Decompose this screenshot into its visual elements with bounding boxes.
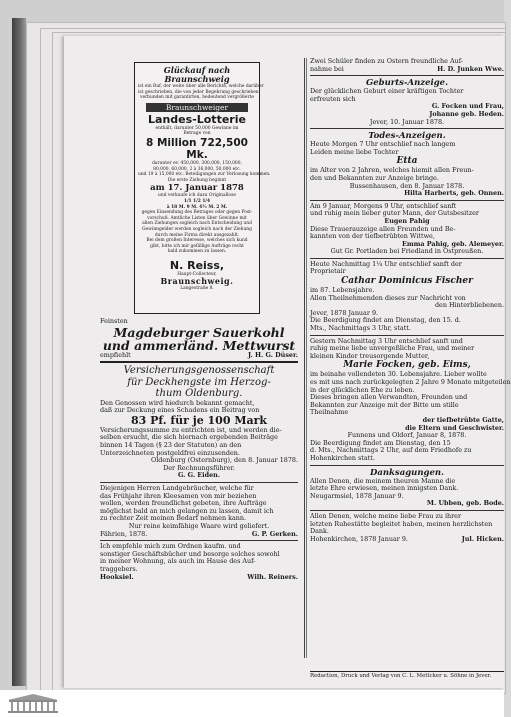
bookkeeping-signature-row: [100, 574, 298, 582]
ad-signature-row: [100, 352, 298, 360]
divider: [310, 465, 504, 466]
thanks-date: Hohenkirchen, 1878 Januar 9.: [310, 534, 408, 543]
lottery-text: gegen Einsendung des Betrages oder gegen Post-: [141, 210, 253, 216]
archive-strip: [0, 690, 504, 717]
left-column: [100, 318, 298, 581]
divider: [310, 128, 504, 129]
lottery-title: Landes-Lotterie: [148, 112, 246, 126]
funeral-text: Die Beerdigung findet am Dienstag, den 15. d.: [310, 316, 461, 325]
divider: [310, 258, 504, 259]
death-text: und ruhig mein lieber guter Mann, der Gutsbesitzer: [310, 209, 479, 218]
thanks-signature: Jul. Hicken.: [461, 534, 504, 543]
ad-heading-sauerkohl: Magdeburger Sauerkohl: [113, 324, 285, 340]
notice-text: Zwei Schüler finden zu Ostern freundliche Auf-: [310, 57, 464, 65]
ad-signature: J. H. G. Düser.: [248, 350, 298, 359]
divider: [100, 361, 298, 363]
thanks-signature: M. Ubben, geb. Bode.: [426, 499, 504, 508]
death-text: Heute Morgen 7 Uhr entschlief nach langem: [310, 140, 456, 149]
notice-signature: H. D. Junken Wwe.: [437, 64, 504, 73]
funeral-text: Hohenkirchen statt.: [310, 453, 375, 462]
lottery-text: durch meine Firma direkt ausgezahlt.: [154, 232, 240, 238]
death-text: Heute Nachmittag 1¼ Uhr entschlief sanft der: [310, 259, 462, 268]
lottery-seller-title: Haupt-Collecteur,: [177, 271, 217, 277]
book-spine: [12, 18, 26, 686]
lottery-text: und verkaufe ich dazu Originallose: [158, 193, 236, 199]
lottery-text: gibt, bitte ich mir gefällige Aufträge recht: [150, 243, 244, 249]
death-signature: die Eltern und Geschwister.: [405, 423, 504, 432]
section-heading-thanks: Danksagungen.: [369, 467, 445, 478]
ad-text: empfiehlt: [100, 350, 131, 359]
insurance-heading: Versicherungsgenossenschaft: [123, 365, 275, 377]
death-text: den Hinterbliebenen.: [434, 301, 504, 310]
death-date: Bussenhausen, den 8. Januar 1878.: [349, 181, 465, 190]
death-text: Dieses bringen allen Verwandten, Freunden und: [310, 393, 468, 402]
funeral-text: Die Beerdigung findet am Dienstag, den 15: [310, 438, 451, 447]
birth-date: Jever, 10. Januar 1878.: [369, 117, 445, 126]
seed-ad-text: möglichst bald an mich gelangen zu lassen, damit ich: [100, 506, 274, 515]
column-rule: [304, 58, 305, 658]
lottery-badge: Braunschweiger: [146, 103, 248, 112]
lottery-prices: à 18 M. 9 M. 4½ M. 2 M.: [166, 204, 228, 210]
insurance-text: daß zur Deckung eines Schadens ein Beitrag von: [100, 406, 260, 415]
bookkeeping-ad-text: in meiner Wohnung, als auch im Hause des Auf-: [100, 557, 256, 566]
notice-signature-row: [310, 66, 504, 74]
lottery-text: ist geschrieben, die von jeder Begehrung geschrieben: [138, 89, 259, 95]
lottery-text: Betrage von: [183, 131, 211, 137]
lottery-text: Gewinngelder werden sogleich nach der Ziehung: [142, 226, 252, 232]
thanks-text: letzten Ruhestätte begleitet haben, meinen herzlichsten: [310, 519, 493, 528]
deceased-name: Eugen Pahig: [384, 216, 430, 225]
insurance-price: 83 Pf. für je 100 Mark: [130, 413, 268, 427]
insurance-text: Den Genossen wird hiedurch bekannt gemacht,: [100, 398, 255, 407]
section-heading-birth: Geburts-Anzeige.: [365, 78, 449, 89]
lottery-seller: N. Reiss,: [169, 258, 225, 272]
death-text: im 87. Lebensjahre.: [310, 286, 375, 295]
seed-ad-signature: G. P. Gerken.: [251, 529, 298, 538]
lottery-text: verbunden mit garantirten, bedeutend vergrößerte: [140, 95, 254, 101]
lottery-text: bald zukommen zu lassen.: [167, 249, 227, 255]
death-text: es mit uns nach zurückgelegten 2 Jahre 9 Monate mitgeteilen: [310, 378, 511, 386]
death-text: Allen Theilnehmenden dieses zur Nachricht von: [310, 293, 466, 302]
deceased-name: Etta: [396, 156, 418, 167]
lottery-date: am 17. Januar 1878: [150, 183, 244, 194]
lottery-text: 80,000, 60,000, 2 à 36,000, 50,000 etc.: [153, 166, 241, 172]
bookkeeping-ad-text: traggebers.: [100, 564, 138, 573]
death-text: Bekannten zur Anzeige mit der Bitte um stille: [310, 400, 459, 409]
bookkeeping-ad-text: Ich empfehle mich zum Ordnen kaufm. und: [100, 542, 241, 551]
death-signature: der tiefbetrübte Gatte,: [422, 415, 504, 424]
death-text: ruhig meine liebe unvergeßliche Frau, und meiner: [310, 344, 475, 353]
thanks-signature-row: [310, 536, 504, 544]
insurance-heading: für Deckhengste im Herzog-: [127, 376, 271, 388]
deceased-name: Marie Focken, geb. Eims,: [343, 360, 471, 371]
library-building-icon: [6, 693, 60, 713]
birth-signature: Johanne geb. Heden.: [429, 109, 504, 118]
death-signature: Emma Pahig, geb. Alemeyer.: [401, 239, 504, 248]
right-column: [310, 57, 511, 543]
seed-ad-text: Nur reine keimfähige Waare wird geliefert.: [128, 522, 270, 530]
funeral-text: d. Mts., Nachmittags 2 Uhr, auf dem Friedhofe zu: [310, 446, 472, 455]
lottery-fractions: 1/1 1/2 1/4: [183, 198, 211, 204]
divider: [310, 335, 504, 336]
bookkeeping-place: Hooksiel.: [100, 572, 134, 581]
thanks-date: Neugarmsiel, 1878 Januar 9.: [310, 491, 404, 500]
death-place: Gut Gr. Portladen bei Friedland in Ostpreußen.: [330, 247, 484, 256]
death-text: im Alter von 2 Jahren, welches hiemit allen Freun-: [310, 166, 474, 175]
death-text: Am 9 Januar, Morgens 9 Uhr, entschlief sanft: [310, 201, 457, 210]
death-text: kannten von der tiefbetrübten Wittwe,: [310, 232, 435, 241]
insurance-heading: thum Oldenburg.: [155, 388, 243, 400]
thanks-text: letzte Ehre erwiesen, meinen innigsten Dank.: [310, 484, 459, 493]
birth-text: Der glücklichen Geburt einer kräftigen Tochter: [310, 87, 464, 96]
death-text: in der glücklichen Ehe zu leben.: [310, 385, 415, 394]
bookkeeping-signature: Wilh. Reiners.: [247, 572, 298, 581]
insurance-text: Unterzeichneten postgeldfrei einzusenden.: [100, 448, 240, 457]
seed-ad-text: Diejenigen Herren Landgebräucher, welche für: [100, 484, 254, 493]
insurance-place-date: Oldenburg (Osternburg), den 8. Januar 1878.: [150, 456, 298, 465]
death-signature: Hilta Harberts, geb. Onnen.: [404, 189, 504, 198]
ad-intro: Feinsten: [100, 317, 128, 325]
divider: [310, 75, 504, 76]
divider: [100, 540, 298, 541]
death-text: den und Bekannten zur Anzeige bringe.: [310, 173, 439, 182]
lottery-street: Langestraße 8.: [180, 286, 214, 292]
insurance-text: binnen 14 Tagen (§ 23 der Statuten) an den: [100, 441, 242, 450]
lottery-city: Braunschweig.: [160, 276, 234, 287]
seed-ad-place: Fährien, 1878.: [100, 529, 148, 538]
death-text: Proprietair: [310, 267, 346, 276]
lottery-text: und 19 à 15,000 etc. Beteiligungen zur Verlosung kommen.: [138, 172, 271, 178]
lottery-headline: Glückauf nach Braunschweig: [163, 65, 231, 84]
lottery-text: enthält, darunter 50,000 Gewinne im: [155, 125, 239, 131]
thanks-text: Allen Denen, welche meine liebe Frau zu ihrer: [310, 511, 462, 520]
death-text: Diese Trauerauzeige allen Freunden und Be-: [310, 224, 456, 233]
seed-ad-text: das Frühjahr ihren Kleesamen von mir beziehen: [100, 491, 257, 500]
lottery-text: Die erste Ziehung beginnt: [167, 177, 227, 183]
insurance-role: Der Rechnungsführer.: [163, 463, 235, 472]
lottery-text: vorschuß. Amtliche Listen über Gewinne mit: [147, 215, 247, 221]
death-text: Leiden meine liebe Tochter: [310, 147, 399, 156]
insurance-text: Versicherungssumme zu entrichten ist, und werden die-: [100, 425, 282, 434]
funeral-text: Mts., Nachmittags 3 Uhr, statt.: [310, 324, 411, 333]
imprint-footer: Redaction, Druck und Verlag von C. L. Mettcker u. Söhne in Jever.: [310, 671, 504, 680]
death-text: Theilnahme: [310, 408, 349, 417]
death-date: Funnens und Oldorf, Januar 8, 1878.: [347, 431, 467, 440]
thanks-text: Dank.: [310, 527, 329, 536]
seed-ad-text: zu rechter Zeit meinen Bedarf nehmen kann.: [100, 514, 247, 523]
lottery-text: darunter ev. 450,000, 300,000, 150,000,: [152, 160, 242, 166]
death-date: Jever, 1878 Januar 9.: [310, 308, 379, 317]
divider: [310, 200, 504, 201]
bookkeeping-ad-text: sonstiger Geschäftsbücher und besorge solches sowohl: [100, 549, 280, 558]
lottery-advertisement: [134, 62, 271, 314]
death-text: im beinahe vollendeten 30. Lebensjahre. Lieber wollte: [310, 370, 487, 379]
ad-heading-mettwurst: und ammerländ. Mettwurst: [102, 337, 296, 353]
lottery-text: Bei dem großen Interesse, welches sich kund: [146, 238, 248, 244]
insurance-signature: G. G. Eiden.: [177, 471, 221, 480]
insurance-text: selben ersucht, die sich hiernach ergebenden Beiträge: [100, 433, 278, 442]
death-text: kleinen Kinder treusorgende Mutter,: [310, 351, 430, 360]
birth-signature: G. Focken und Frau,: [431, 102, 504, 111]
death-text: Gestern Nachmittag 3 Uhr entschlief sanft und: [310, 336, 463, 345]
seed-ad-signature-row: [100, 531, 298, 539]
section-heading-death: Todes-Anzeigen.: [368, 131, 446, 142]
lottery-text: allen Ziehungen sogleich nach Entscheidung und: [142, 221, 252, 227]
thanks-text: Allen Denen, die meinem theuren Manne die: [310, 476, 456, 485]
deceased-name: Cathar Dominicus Fischer: [341, 276, 473, 287]
divider: [310, 510, 504, 511]
lottery-amount: 8 Million 722,500 Mk.: [146, 136, 248, 161]
lottery-text: ist ein Ruf, der weite über alle Berichte, welche darüber: [138, 84, 264, 89]
birth-text: erfreuten sich: [310, 94, 356, 103]
divider: [100, 482, 298, 483]
seed-ad-text: wollen, werden freundlichst gebeten, ihre Aufträge: [100, 499, 267, 508]
column-rule-inner: [306, 58, 307, 658]
notice-text: nahme bei: [310, 64, 344, 73]
